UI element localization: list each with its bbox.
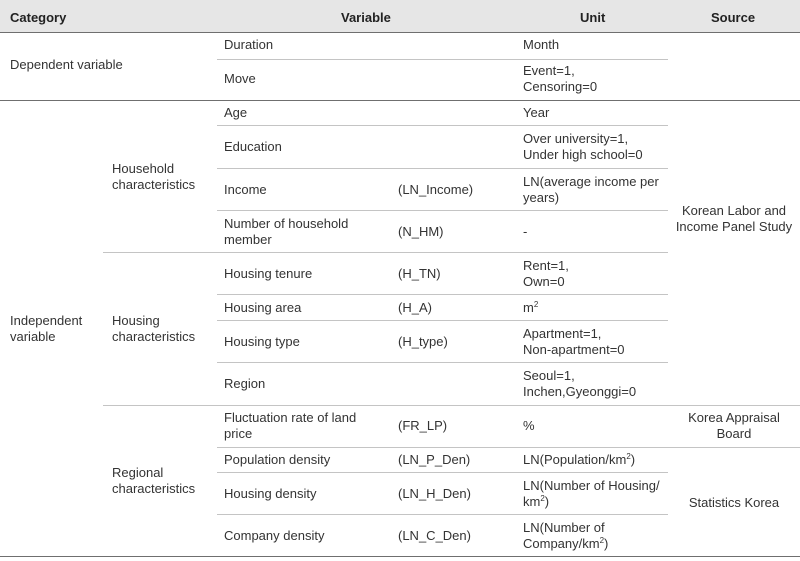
row-pop-den-name: Population density — [224, 452, 331, 467]
source-kab: Korea Appraisal Board — [688, 410, 780, 441]
row-education-name: Education — [224, 139, 282, 154]
row-income-unit: LN(average income per years) — [523, 174, 659, 205]
header-source: Source — [711, 10, 756, 25]
group-housing: Housing characteristics — [112, 313, 196, 344]
header-rule — [0, 32, 800, 33]
row-land-unit: % — [523, 418, 535, 433]
row-pop-den-abbr: (LN_P_Den) — [398, 452, 471, 467]
group-divider — [103, 252, 668, 253]
row-land-abbr: (FR_LP) — [398, 418, 448, 433]
row-divider — [217, 210, 668, 211]
row-age-name: Age — [224, 105, 248, 120]
row-age-unit: Year — [523, 105, 550, 120]
source-statistics-korea: Statistics Korea — [688, 495, 780, 510]
row-income-abbr: (LN_Income) — [398, 182, 474, 197]
row-pop-den-unit: $LN(Population/km^2)$ — [523, 452, 636, 467]
row-income-name: Income — [224, 182, 267, 197]
header-variable: Variable — [341, 10, 391, 25]
row-tenure-name: Housing tenure — [224, 266, 313, 281]
header-unit: Unit — [580, 10, 606, 25]
row-area-name: Housing area — [224, 300, 302, 315]
row-divider — [217, 59, 668, 60]
group-divider — [103, 405, 800, 406]
group-household: Household characteristics — [112, 161, 196, 192]
row-move-name: Move — [224, 71, 256, 86]
row-house-den-abbr: (LN_H_Den) — [398, 486, 471, 501]
row-region-name: Region — [224, 376, 266, 391]
row-divider — [217, 472, 668, 473]
row-divider — [217, 362, 668, 363]
row-type-unit: Apartment=1, Non-apartment=0 — [523, 326, 625, 357]
row-area-abbr: (H_A) — [398, 300, 432, 315]
row-comp-den-unit: LN(Number of Company/$km^2$) — [523, 520, 609, 551]
row-tenure-unit: Rent=1, Own=0 — [523, 258, 569, 289]
row-type-name: Housing type — [224, 334, 300, 349]
row-house-den-name: Housing density — [224, 486, 317, 501]
row-duration-unit: Month — [523, 37, 560, 52]
category-dependent: Dependent variable — [10, 57, 123, 72]
row-comp-den-abbr: (LN_C_Den) — [398, 528, 471, 543]
row-hh-member-abbr: (N_HM) — [398, 224, 444, 239]
row-duration-name: Duration — [224, 37, 274, 52]
table-header-row — [0, 0, 800, 32]
row-type-abbr: (H_type) — [398, 334, 448, 349]
row-hh-member-name: Number of household member — [224, 216, 349, 247]
section-rule — [0, 100, 800, 101]
row-comp-den-name: Company density — [224, 528, 325, 543]
header-category: Category — [10, 10, 67, 25]
row-land-name: Fluctuation rate of land price — [224, 410, 357, 441]
row-region-unit: Seoul=1, Inchen,Gyeonggi=0 — [523, 368, 637, 399]
row-divider — [217, 514, 668, 515]
row-hh-member-unit: - — [523, 224, 528, 239]
row-move-unit: Event=1, Censoring=0 — [523, 63, 598, 94]
row-divider — [217, 294, 668, 295]
row-education-unit: Over university=1, Under high school=0 — [523, 131, 643, 162]
category-independent: Independent variable — [10, 313, 83, 344]
group-regional: Regional characteristics — [112, 465, 196, 496]
row-area-unit: $m^2$ — [523, 300, 539, 315]
bottom-rule — [0, 556, 800, 557]
row-tenure-abbr: (H_TN) — [398, 266, 441, 281]
row-house-den-unit: LN(Number of Housing/ $km^2$) — [523, 478, 660, 509]
source-klips: Korean Labor and Income Panel Study — [675, 203, 793, 234]
row-divider — [217, 125, 668, 126]
source-divider — [668, 447, 800, 448]
row-divider — [217, 168, 668, 169]
row-divider — [217, 320, 668, 321]
row-divider — [217, 447, 668, 448]
